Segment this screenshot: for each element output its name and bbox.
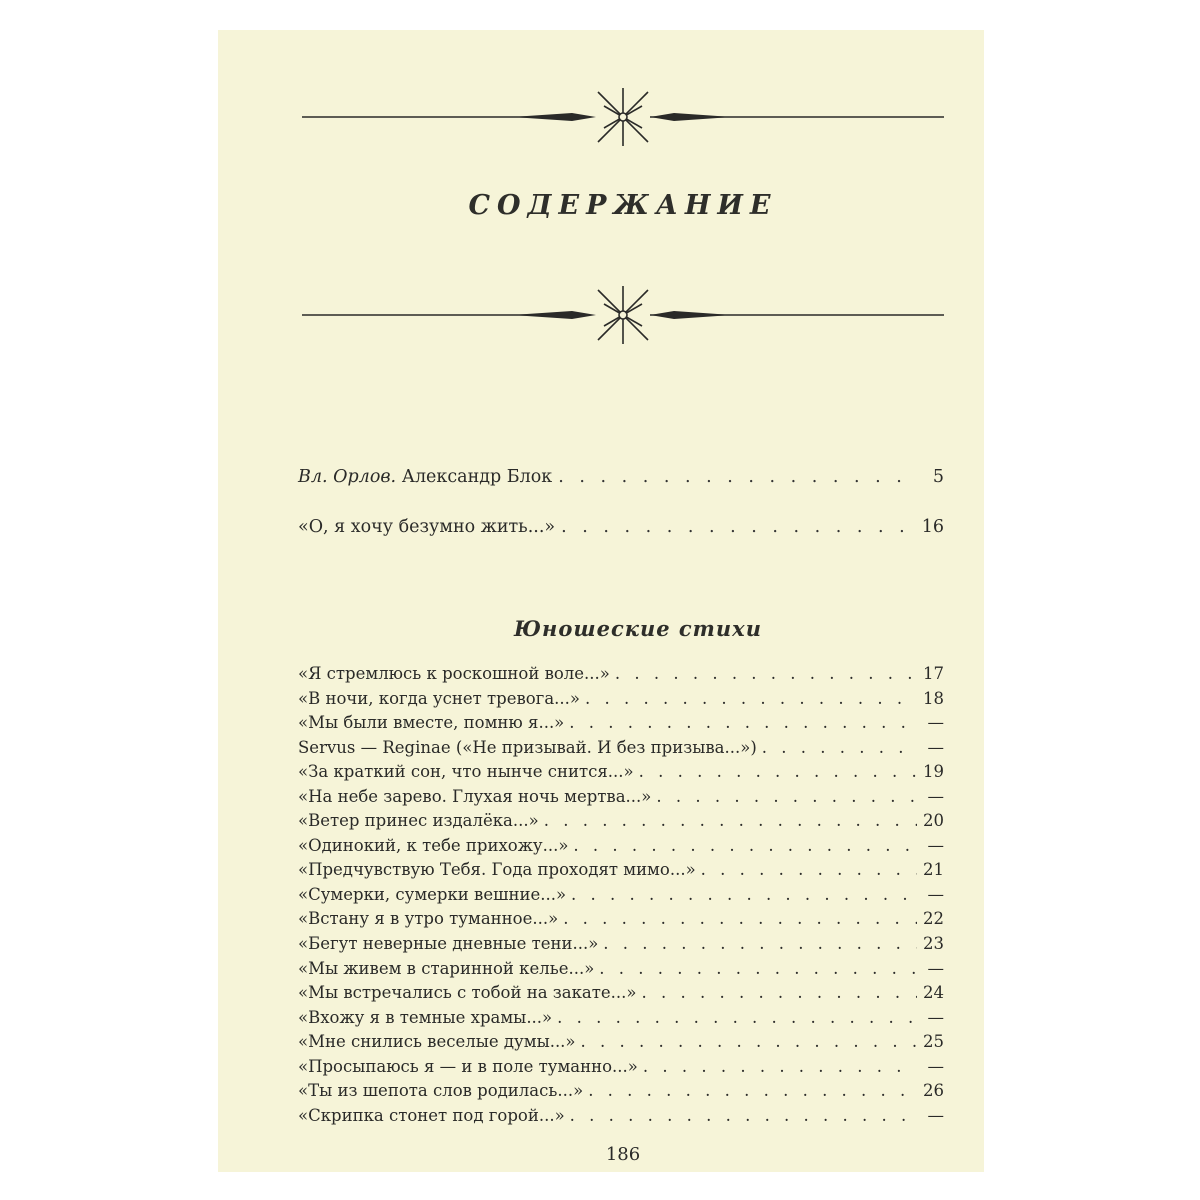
dot-leader xyxy=(571,883,917,908)
toc-entry-title: «Скрипка стонет под горой...» xyxy=(298,1105,565,1125)
list-item xyxy=(298,981,944,1006)
toc-entry-page: — xyxy=(927,884,944,904)
toc-entry-title: «Предчувствую Тебя. Года проходят мимо...» xyxy=(298,860,696,880)
toc-entry-page: — xyxy=(927,1056,944,1076)
toc-entry-page: — xyxy=(927,737,944,757)
dot-leader xyxy=(581,1030,917,1055)
toc-entry-page: — xyxy=(927,786,944,806)
toc-entry-list xyxy=(298,662,944,1128)
list-item xyxy=(298,662,944,687)
toc-entry-title: «Мы были вместе, помню я...» xyxy=(298,713,565,733)
toc-entry-text: Александр Блок xyxy=(401,467,553,487)
toc-entry-title: «Одинокий, к тебе прихожу...» xyxy=(298,835,569,855)
dot-leader xyxy=(573,834,917,859)
dot-leader xyxy=(569,711,917,736)
toc-entry-title: «За краткий сон, что нынче снится...» xyxy=(298,762,634,782)
list-item xyxy=(298,711,944,736)
bottom-ornament xyxy=(302,284,944,348)
toc-entry-title: «Мы встречались с тобой на закате...» xyxy=(298,983,637,1003)
toc-entry-title: «Я стремлюсь к роскошной воле...» xyxy=(298,664,610,683)
page-number: 186 xyxy=(605,1144,641,1165)
toc-entry-epigraph xyxy=(298,514,944,540)
list-item xyxy=(298,785,944,810)
toc-entry-page: 26 xyxy=(923,1081,944,1101)
toc-entry-title: «Бегут неверные дневные тени...» xyxy=(298,934,599,954)
dot-leader xyxy=(643,1055,917,1080)
toc-entry-author: Вл. Орлов. xyxy=(298,467,397,487)
toc-entry-title: «Ветер принес издалёка...» xyxy=(298,811,539,831)
list-item xyxy=(298,932,944,957)
list-item xyxy=(298,1030,944,1055)
toc-entry-title: Servus — Reginae («Не призывай. И без призыва...») xyxy=(298,737,757,757)
toc-entry-page: 21 xyxy=(923,860,944,880)
toc-entry-title: «Мне снились веселые думы...» xyxy=(298,1032,576,1052)
toc-entry-page: 22 xyxy=(923,909,944,929)
toc-entry-title: «Мы живем в старинной келье...» xyxy=(298,958,595,978)
dot-leader xyxy=(557,1006,917,1031)
list-item xyxy=(298,1079,944,1104)
dot-leader xyxy=(639,760,917,785)
toc-entry-title: «Встану я в утро туманное...» xyxy=(298,909,559,929)
list-item xyxy=(298,1055,944,1080)
dot-leader xyxy=(701,858,917,883)
dot-leader xyxy=(603,932,917,957)
toc-entry-title: «Ты из шепота слов родилась...» xyxy=(298,1081,584,1101)
toc-entry-page: 16 xyxy=(921,517,944,537)
toc-entry-intro xyxy=(298,464,944,490)
dot-leader xyxy=(561,514,916,540)
toc-entry-page: 24 xyxy=(923,983,944,1003)
dot-leader xyxy=(588,1079,917,1104)
toc-entry-page: — xyxy=(927,713,944,733)
list-item xyxy=(298,1104,944,1129)
list-item xyxy=(298,957,944,982)
list-item xyxy=(298,760,944,785)
toc-entry-page: 17 xyxy=(923,664,944,683)
star-divider-icon xyxy=(302,86,944,150)
list-item xyxy=(298,1006,944,1031)
list-item xyxy=(298,883,944,908)
toc-entry-title: «Просыпаюсь я — и в поле туманно...» xyxy=(298,1056,638,1076)
section-heading: Юношеские стихи xyxy=(514,616,762,641)
dot-leader xyxy=(642,981,918,1006)
contents-heading: СОДЕРЖАНИЕ xyxy=(468,190,778,221)
toc-entry-page: 18 xyxy=(923,688,944,708)
toc-entry-title: «Вхожу я в темные храмы...» xyxy=(298,1007,553,1027)
toc-entry-page: 23 xyxy=(923,934,944,954)
list-item xyxy=(298,858,944,883)
toc-entry-page: 25 xyxy=(923,1032,944,1052)
list-item xyxy=(298,809,944,834)
list-item xyxy=(298,687,944,712)
dot-leader xyxy=(585,687,917,712)
toc-entry-title: «О, я хочу безумно жить...» xyxy=(298,517,556,537)
toc-entry-page: — xyxy=(927,1007,944,1027)
toc-entry-page: 5 xyxy=(932,467,944,487)
toc-entry-title: «В ночи, когда уснет тревога...» xyxy=(298,688,580,708)
toc-entry-page: 20 xyxy=(923,811,944,831)
dot-leader xyxy=(615,662,917,687)
toc-entry-page: — xyxy=(927,958,944,978)
list-item xyxy=(298,907,944,932)
book-page xyxy=(218,30,984,1172)
toc-entry-page: 19 xyxy=(923,762,944,782)
toc-entry-page: — xyxy=(927,835,944,855)
dot-leader xyxy=(570,1104,917,1129)
dot-leader xyxy=(544,809,917,834)
top-ornament xyxy=(302,86,944,150)
star-divider-icon xyxy=(302,284,944,348)
dot-leader xyxy=(558,464,916,490)
toc-entry-title: «Сумерки, сумерки вешние...» xyxy=(298,884,567,904)
dot-leader xyxy=(563,907,917,932)
dot-leader xyxy=(599,957,917,982)
toc-entry-page: — xyxy=(927,1105,944,1125)
toc-entry-title xyxy=(298,464,552,490)
dot-leader xyxy=(762,736,917,761)
list-item xyxy=(298,834,944,859)
toc-entry-title: «На небе зарево. Глухая ночь мертва...» xyxy=(298,786,652,806)
list-item xyxy=(298,736,944,761)
dot-leader xyxy=(656,785,917,810)
